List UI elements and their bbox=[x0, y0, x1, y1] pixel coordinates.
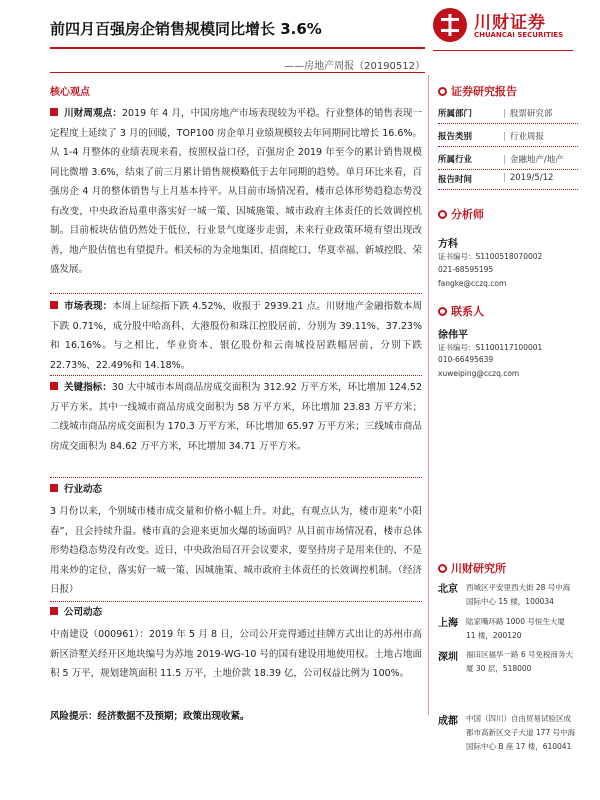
weekly-view-label: 川财周观点： bbox=[64, 108, 123, 119]
bullet-icon bbox=[50, 484, 58, 492]
circle-icon bbox=[438, 307, 447, 316]
office-city: 成都 bbox=[438, 716, 458, 727]
meta-row bbox=[438, 149, 578, 170]
market-label: 市场表现： bbox=[64, 301, 113, 312]
contact-phone: 010-66495639 bbox=[438, 355, 494, 364]
office-address: 西城区平安里西大街 28 号中海国际中心 15 楼，100034 bbox=[466, 583, 571, 606]
bullet-icon bbox=[50, 607, 58, 615]
column-divider bbox=[428, 75, 429, 715]
meta-row bbox=[438, 169, 578, 190]
subtitle-rule bbox=[50, 72, 425, 73]
divider bbox=[50, 293, 422, 294]
logo-en: CHUANCAI SECURITIES bbox=[474, 31, 564, 39]
meta-value: | 2019/5/12 bbox=[503, 173, 553, 183]
divider bbox=[50, 477, 422, 478]
industry-heading bbox=[50, 480, 422, 500]
circle-icon bbox=[438, 87, 447, 96]
meta-value: | 股票研究部 bbox=[503, 107, 552, 119]
analyst-name: 方科 bbox=[438, 239, 458, 250]
analyst-email[interactable]: fangke@cczq.com bbox=[438, 279, 507, 288]
industry-text: 3 月份以来，个别城市楼市成交量和价格小幅上升。对此，有观点认为，楼市迎来“小阳春”，且会持续升温。楼市真的会迎来更加火爆的场面吗？从目前市场情况看，楼市总体形势趋稳态势没有改变。近日，中央政治局召开会议要求，要坚持房子是用来住的、不是用来炒的定位，落实好一城一策、因城施策、城市政府主体责任的长效调控机制。（经济日报） bbox=[50, 506, 422, 595]
analyst-heading-text: 分析师 bbox=[451, 208, 484, 221]
market-paragraph bbox=[50, 297, 422, 375]
office-address: 中国（四川）自由贸易试验区成都市高新区交子大道 177 号中海国际中心 B 座 17 楼，610041 bbox=[466, 714, 576, 751]
meta-row bbox=[438, 103, 578, 124]
meta-key: 所属部门 bbox=[438, 109, 473, 119]
chuancai-logo-icon bbox=[433, 8, 467, 42]
weekly-view-text: 2019 年 4 月，中国房地产市场表现较为平稳。行业整体的销售表现一定程度上延续了 3 月的回暖，TOP100 房企单月业绩规模较去年同期同比增长 16.6%。从 1-4 月整体的业绩表现来看，按照权益口径，百强房企 2019 年至今的累计销售规模同比微增 3.6%，结束了前三月累计销售规模略低于去年同期的趋势。单月环比来看，百强房企 4 月的整体销售与上月基本持平。从目前市场情况看，楼市总体形势趋稳态势没有改变，中央政治局重申落实好一城一策、因城施策、城市政府主体责任的长效调控机制。目前板块估值仍然处于低位，行业景气度逐步走弱，未来行业政策环境有望出现改善，地产股估值也有望提升。相关标的为金地集团、招商蛇口、华夏幸福、新城控股、荣盛发展。 bbox=[50, 108, 422, 275]
indicators-text: 30 大中城市本周商品房成交面积为 312.92 万平方米，环比增加 124.52 万平方米。其中一线城市商品房成交面积为 58 万平方米，环比增加 23.83 万平方米；二线城市商品房成交面积为 170.3 万平方米，环比增加 65.97 万平方米；三线城市商品房成交面积为 84.62 万平方米，环比增加 34.71 万平方米。 bbox=[50, 382, 422, 452]
meta-key: 报告时间 bbox=[438, 175, 473, 185]
meta-row bbox=[438, 126, 578, 147]
contact-cert: 证书编号：S1100117100001 bbox=[438, 343, 543, 352]
office-city: 北京 bbox=[438, 584, 458, 595]
bullet-icon bbox=[50, 382, 58, 390]
indicators-paragraph bbox=[50, 378, 422, 456]
bullet-icon bbox=[50, 108, 58, 116]
title-rule bbox=[50, 47, 425, 49]
company-text: 中南建设（000961）：2019 年 5 月 8 日，公司公开竞得通过挂牌方式出让的苏州市高新区浒墅关经开区地块编号为苏地 2019-WG-10 号的国有建设用地使用权。土地占地面积 5 万平，规划建筑面积 11.5 万平，土地价款 18.39 亿，公司权益比例为 100%。 bbox=[50, 629, 422, 679]
meta-value: | 金融地产/地产 bbox=[503, 153, 564, 165]
company-label: 公司动态 bbox=[64, 607, 103, 618]
core-heading: 核心观点 bbox=[50, 87, 90, 98]
weekly-view-paragraph bbox=[50, 104, 422, 280]
report-title: 前四月百强房企销售规模同比增长 3.6% bbox=[50, 20, 322, 38]
indicators-label: 关键指标： bbox=[64, 382, 112, 393]
analyst-heading bbox=[438, 206, 484, 222]
analyst-cert: 证书编号：S1100518070002 bbox=[438, 252, 543, 261]
circle-icon bbox=[438, 564, 447, 573]
contact-heading bbox=[438, 303, 484, 319]
industry-label: 行业动态 bbox=[64, 484, 103, 495]
contact-heading-text: 联系人 bbox=[451, 305, 484, 318]
institute-heading-text: 川财研究所 bbox=[451, 562, 506, 575]
contact-email[interactable]: xuweiping@cczq.com bbox=[438, 369, 520, 378]
meta-key: 所属行业 bbox=[438, 155, 473, 165]
divider bbox=[50, 375, 422, 376]
meta-value: | 行业周报 bbox=[503, 130, 544, 142]
market-text: 本周上证综指下跌 4.52%，收报于 2939.21 点。川财地产金融指数本周下跌 0.71%，成分股中哈高科、大港股份和珠江控股居前，分别为 39.11%、37.23%和 16.16%。与之相比，华业资本、银亿股份和云南城投居跌幅居前，分别下跌 22.73%、22.49%和 14.18%。 bbox=[50, 301, 422, 371]
risk-warning: 风险提示：经济数据不及预期；政策出现收紧。 bbox=[50, 711, 250, 722]
logo-rule bbox=[433, 50, 573, 51]
report-heading bbox=[438, 83, 517, 99]
office-city: 深圳 bbox=[438, 652, 458, 663]
analyst-phone: 021-68595195 bbox=[438, 265, 494, 274]
office-address: 陆家嘴环路 1000 号恒生大厦 11 楼，200120 bbox=[466, 617, 565, 640]
bullet-icon bbox=[50, 301, 58, 309]
contact-name: 徐伟平 bbox=[438, 330, 468, 341]
office-city: 上海 bbox=[438, 618, 458, 629]
office-address: 福田区福华一路 6 号免税商务大厦 30 层，518000 bbox=[466, 650, 574, 673]
company-heading bbox=[50, 603, 422, 623]
divider bbox=[50, 601, 422, 602]
logo-name: 川财证券 bbox=[474, 13, 546, 33]
circle-icon bbox=[438, 210, 447, 219]
meta-key: 报告类别 bbox=[438, 132, 473, 142]
report-heading-text: 证券研究报告 bbox=[451, 85, 517, 98]
report-subtitle: ——房地产周报（20190512） bbox=[284, 61, 425, 72]
institute-heading bbox=[438, 560, 506, 576]
